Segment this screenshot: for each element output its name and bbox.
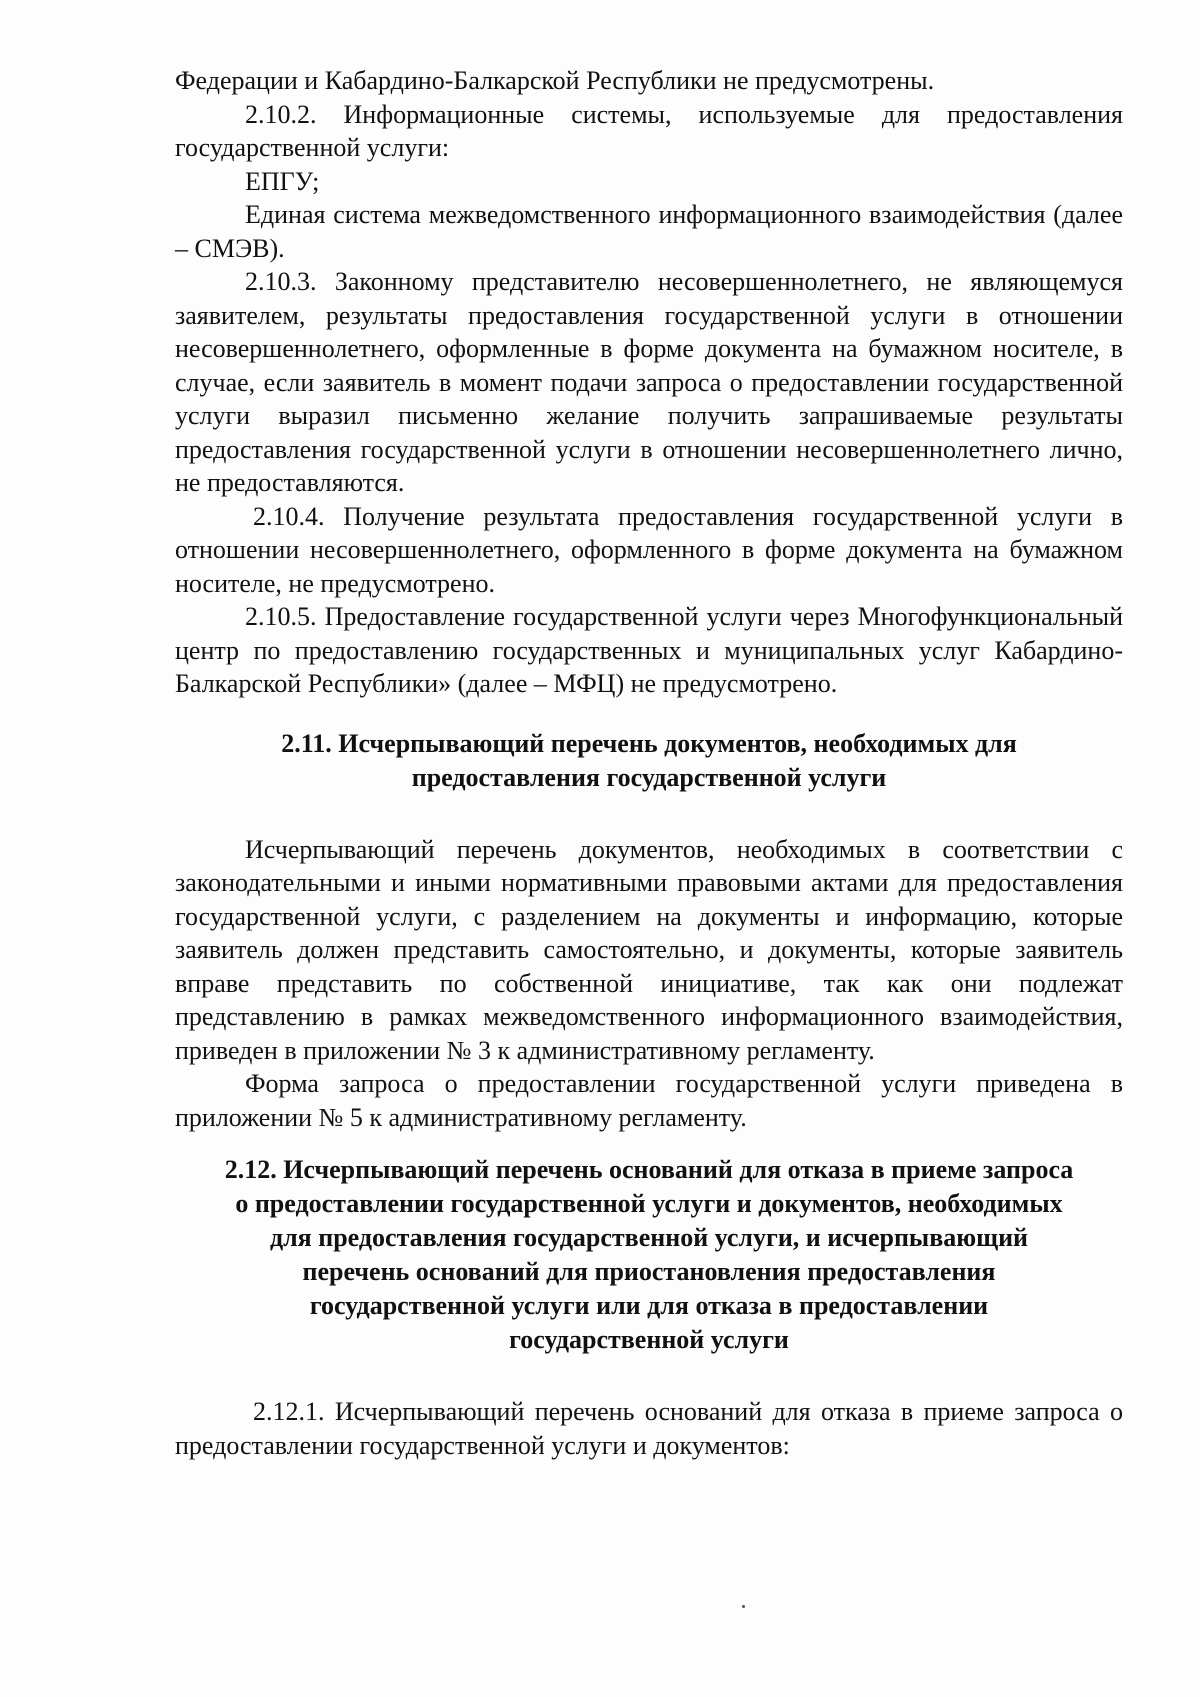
section-heading-2-12 bbox=[175, 1153, 1123, 1357]
scan-speck bbox=[742, 1605, 745, 1608]
document-body bbox=[175, 64, 1123, 1462]
paragraph-continuation: Федерации и Кабардино-Балкарской Республики не предусмотрены. bbox=[175, 66, 935, 95]
heading-line: предоставления государственной услуги bbox=[411, 762, 887, 792]
section-heading-2-11 bbox=[175, 727, 1123, 795]
heading-line: 2.11. Исчерпывающий перечень документов, необходимых для bbox=[281, 728, 1017, 758]
paragraph-2-11-list: Исчерпывающий перечень документов, необходимых в соответствии с законодательными и иными нормативными правовыми актами для предоставления государственной услуги, с разделением на документы и информацию, которые заявитель должен представить самостоятельно, и документы, которые заявитель вправе представить по собственной инициативе, так как они подлежат представлению в рамках межведомственного информационного взаимодействия, приведен в приложении № 3 к административному регламенту. bbox=[175, 834, 1123, 1065]
paragraph-smev: Единая система межведомственного информационного взаимодействия (далее – СМЭВ). bbox=[175, 200, 1123, 263]
heading-line: о предоставлении государственной услуги и документов, необходимых bbox=[235, 1189, 1063, 1218]
paragraph-2-11-form: Форма запроса о предоставлении государственной услуги приведена в приложении № 5 к административному регламенту. bbox=[175, 1069, 1123, 1132]
heading-line: государственной услуги или для отказа в предоставлении bbox=[309, 1291, 989, 1320]
paragraph-2-10-2: 2.10.2. Информационные системы, используемые для предоставления государственной услуги: bbox=[175, 99, 1123, 162]
heading-line: государственной услуги bbox=[509, 1325, 789, 1354]
heading-line: 2.12. Исчерпывающий перечень оснований для отказа в приеме запроса bbox=[224, 1155, 1074, 1184]
paragraph-epgu: ЕПГУ; bbox=[245, 166, 320, 196]
heading-line: для предоставления государственной услуги, и исчерпывающий bbox=[269, 1223, 1029, 1252]
paragraph-2-10-5: 2.10.5. Предоставление государственной услуги через Многофункциональный центр по предоставлению государственных и муниципальных услуг Кабардино-Балкарской Республики» (далее – МФЦ) не предусмотрено. bbox=[175, 602, 1123, 698]
heading-line: перечень оснований для приостановления предоставления bbox=[302, 1257, 996, 1286]
paragraph-2-10-3: 2.10.3. Законному представителю несовершеннолетнего, не являющемуся заявителем, результаты предоставления государственной услуги в отношении несовершеннолетнего, оформленные в форме документа на бумажном носителе, в случае, если заявитель в момент подачи запроса о предоставлении государственной услуги выразил письменно желание получить запрашиваемые результаты предоставления государственной услуги в отношении несовершеннолетнего лично, не предоставляются. bbox=[175, 267, 1123, 497]
paragraph-2-10-4: 2.10.4. Получение результата предоставления государственной услуги в отношении несовершеннолетнего, оформленного в форме документа на бумажном носителе, не предусмотрено. bbox=[175, 501, 1123, 598]
paragraph-2-12-1: 2.12.1. Исчерпывающий перечень оснований для отказа в приеме запроса о предоставлении государственной услуги и документов: bbox=[175, 1397, 1123, 1460]
